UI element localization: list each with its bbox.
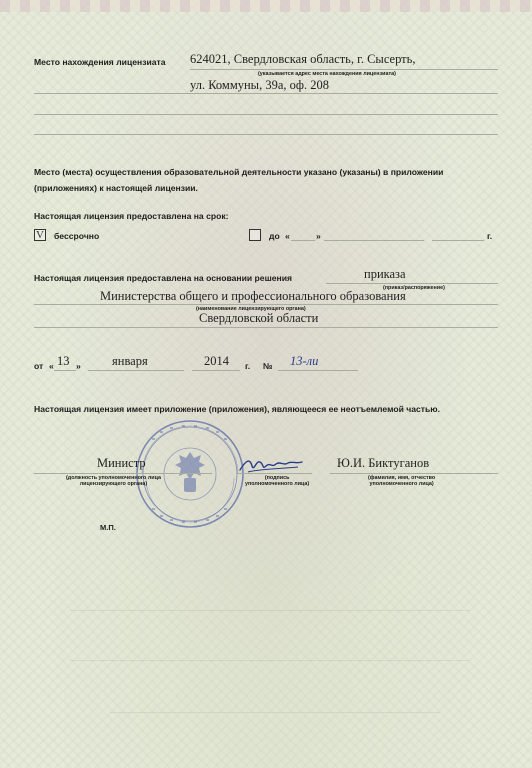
- address-line-2: ул. Коммуны, 39а, оф. 208: [190, 78, 329, 92]
- term-label: Настоящая лицензия предоставлена на срок:: [34, 211, 229, 221]
- until-day-line: [291, 240, 315, 241]
- date-year-line: [192, 370, 240, 371]
- address-underline-2: [34, 93, 498, 94]
- basis-doc-type-line: [326, 283, 498, 284]
- signatory-position: Министр: [97, 456, 146, 470]
- basis-organ-hint: (наименование лицензирующего органа): [196, 306, 306, 312]
- signatory-name-line: [330, 473, 498, 474]
- seal-place-label: М.П.: [100, 523, 116, 532]
- address-hint: (указывается адрес места нахождения лицензиата): [258, 71, 396, 77]
- date-month: января: [112, 354, 148, 368]
- basis-organ-line-1-rule: [34, 304, 498, 305]
- until-year-suffix: г.: [487, 231, 493, 241]
- address-label: Место нахождения лицензиата: [34, 57, 166, 67]
- until-month-line: [324, 240, 424, 241]
- unlimited-label: бессрочно: [54, 231, 100, 241]
- signatory-name-hint: (фамилия, имя, отчество уполномоченного лица): [368, 475, 436, 487]
- until-quote-open: «: [285, 231, 290, 241]
- date-day: 13: [57, 354, 70, 368]
- date-quote-close: »: [76, 361, 81, 371]
- date-quote-open: «: [49, 361, 54, 371]
- signatory-position-line: [34, 473, 212, 474]
- number-label: №: [263, 361, 273, 371]
- signatory-position-hint: (должность уполномоченного лица лицензирующего органа): [66, 475, 161, 487]
- date-day-line: [54, 370, 76, 371]
- basis-organ-line-2-rule: [34, 327, 498, 328]
- watermark-rule-2: [70, 660, 470, 661]
- watermark-rule-1: [70, 610, 470, 611]
- date-prefix: от: [34, 361, 44, 371]
- date-year-suffix: г.: [245, 361, 251, 371]
- until-quote-close: »: [316, 231, 321, 241]
- address-line-1: 624021, Свердловская область, г. Сысерть,: [190, 52, 416, 66]
- annex-text: Настоящая лицензия имеет приложение (приложения), являющееся ее неотъемлемой частью.: [34, 404, 441, 414]
- basis-doc-type: приказа: [364, 267, 406, 281]
- signatory-name: Ю.И. Биктуганов: [337, 456, 430, 470]
- watermark-rule-3: [110, 712, 440, 713]
- license-number: 13-ли: [290, 354, 319, 368]
- unlimited-check-mark: V: [36, 229, 44, 241]
- basis-label: Настоящая лицензия предоставлена на основании решения: [34, 273, 292, 283]
- places-text-1: Место (места) осуществления образовательной деятельности указано (указаны) в приложении: [34, 167, 444, 177]
- places-text-2: (приложениях) к настоящей лицензии.: [34, 183, 198, 193]
- until-checkbox: [249, 229, 261, 241]
- signature-line: [236, 473, 312, 474]
- official-seal-stamp: [134, 418, 246, 530]
- address-underline-3: [34, 114, 498, 115]
- signature-hint: (подпись уполномоченного лица): [245, 475, 310, 487]
- date-month-line: [88, 370, 184, 371]
- basis-organ-line-2: Свердловской области: [199, 311, 319, 325]
- decorative-top-border: [0, 0, 532, 12]
- address-underline-1: [190, 69, 498, 70]
- basis-doc-type-hint: (приказ/распоряжение): [383, 285, 445, 291]
- address-underline-4: [34, 134, 498, 135]
- date-year: 2014: [204, 354, 229, 368]
- basis-organ-line-1: Министерства общего и профессионального образования: [100, 289, 406, 303]
- number-line: [278, 370, 358, 371]
- until-label: до: [269, 231, 280, 241]
- until-year-line: [432, 240, 484, 241]
